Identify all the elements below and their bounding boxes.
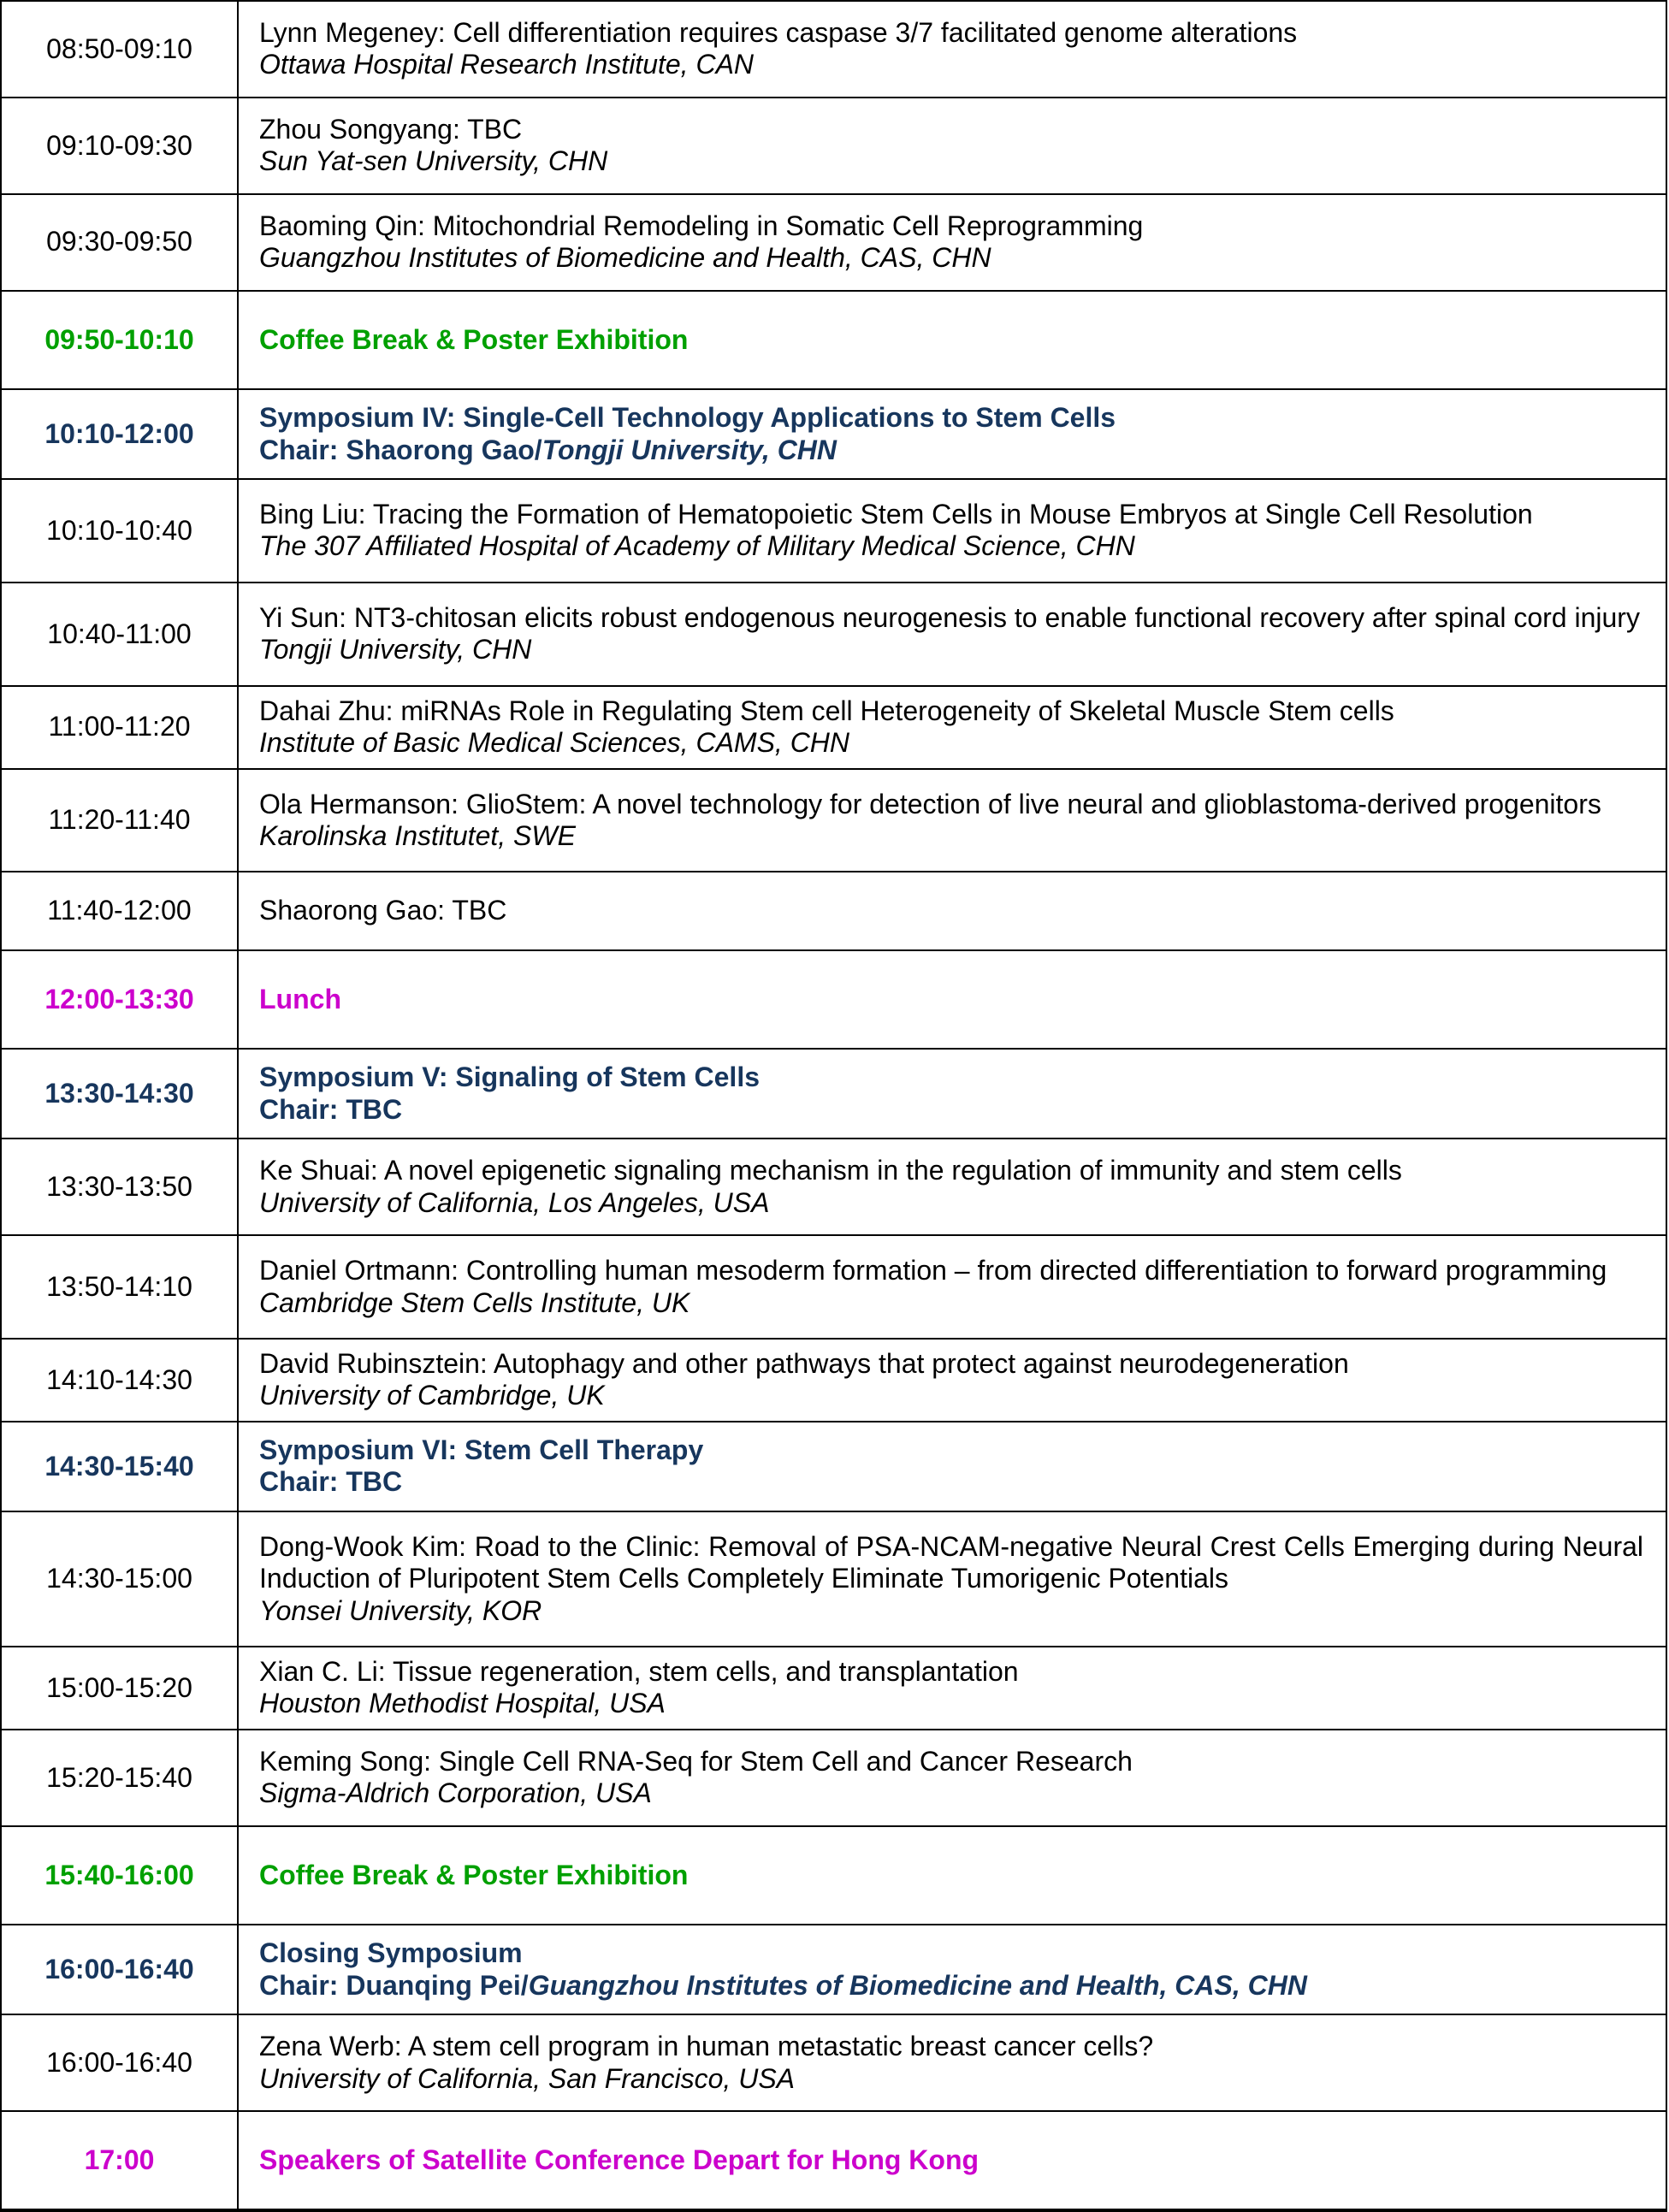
schedule-row-symposium	[1, 389, 1666, 479]
time-cell: 16:00-16:40	[1, 2014, 238, 2111]
session-cell	[238, 686, 1666, 769]
time-cell: 14:10-14:30	[1, 1339, 238, 1422]
time-cell: 11:20-11:40	[1, 769, 238, 872]
session-cell	[238, 1339, 1666, 1422]
time-cell: 08:50-09:10	[1, 1, 238, 98]
session-title: Zena Werb: A stem cell program in human metastatic breast cancer cells?	[259, 2031, 1154, 2062]
chair-affiliation: Guangzhou Institutes of Biomedicine and Health, CAS, CHN	[528, 1969, 1307, 2001]
departure-title: Speakers of Satellite Conference Depart for Hong Kong	[259, 2144, 980, 2175]
time-cell: 13:30-13:50	[1, 1139, 238, 1235]
session-cell	[238, 2111, 1666, 2210]
session-affiliation: Houston Methodist Hospital, USA	[259, 1688, 666, 1719]
schedule-row	[1, 769, 1666, 872]
time-cell: 11:00-11:20	[1, 686, 238, 769]
session-cell	[238, 2014, 1666, 2111]
time-cell: 10:10-10:40	[1, 479, 238, 583]
session-cell	[238, 1647, 1666, 1730]
schedule-row-symposium	[1, 1925, 1666, 2014]
schedule-row	[1, 479, 1666, 583]
time-cell: 11:40-12:00	[1, 872, 238, 949]
time-cell: 10:10-12:00	[1, 389, 238, 479]
break-title: Coffee Break & Poster Exhibition	[259, 323, 689, 355]
session-title: Dahai Zhu: miRNAs Role in Regulating Stem cell Heterogeneity of Skeletal Muscle Stem cells	[259, 695, 1394, 726]
session-title: Daniel Ortmann: Controlling human mesoderm formation – from directed differentiation to forward programming	[259, 1255, 1607, 1286]
chair-name: Chair: TBC	[259, 1093, 403, 1125]
time-cell: 15:40-16:00	[1, 1826, 238, 1925]
session-cell	[238, 1511, 1666, 1647]
session-affiliation: University of California, San Francisco, USA	[259, 2062, 795, 2094]
session-affiliation: University of Cambridge, UK	[259, 1380, 605, 1411]
session-affiliation: Tongji University, CHN	[259, 634, 532, 665]
symposium-title: Closing Symposium	[259, 1937, 523, 1969]
time-cell: 12:00-13:30	[1, 950, 238, 1049]
session-affiliation: Ottawa Hospital Research Institute, CAN	[259, 49, 755, 80]
schedule-row-lunch	[1, 950, 1666, 1049]
session-affiliation: Karolinska Institutet, SWE	[259, 820, 576, 851]
break-title: Coffee Break & Poster Exhibition	[259, 1859, 689, 1890]
session-cell	[238, 1925, 1666, 2014]
schedule-row-symposium	[1, 1422, 1666, 1511]
session-title: Zhou Songyang: TBC	[259, 113, 523, 145]
session-affiliation: University of California, Los Angeles, USA	[259, 1186, 770, 1218]
session-title: Keming Song: Single Cell RNA-Seq for Stem Cell and Cancer Research	[259, 1745, 1133, 1777]
session-cell	[238, 479, 1666, 583]
chair-affiliation: Tongji University, CHN	[542, 434, 837, 465]
schedule-row-departure	[1, 2111, 1666, 2210]
session-cell	[238, 1139, 1666, 1235]
schedule-row	[1, 872, 1666, 949]
session-cell	[238, 194, 1666, 291]
time-cell: 14:30-15:40	[1, 1422, 238, 1511]
time-cell: 13:50-14:10	[1, 1235, 238, 1339]
schedule-row	[1, 1139, 1666, 1235]
schedule-row	[1, 1511, 1666, 1647]
session-affiliation: Institute of Basic Medical Sciences, CAMS, CHN	[259, 727, 850, 759]
chair-line	[259, 1094, 1643, 1126]
schedule-row-coffee-break	[1, 291, 1666, 389]
session-title: Ola Hermanson: GlioStem: A novel technology for detection of live neural and glioblastoma-derived progenitors	[259, 788, 1601, 819]
session-title: Xian C. Li: Tissue regeneration, stem cells, and transplantation	[259, 1656, 1019, 1687]
session-affiliation: Guangzhou Institutes of Biomedicine and Health, CAS, CHN	[259, 242, 991, 274]
time-cell: 09:30-09:50	[1, 194, 238, 291]
chair-line	[259, 435, 1643, 466]
symposium-title: Symposium IV: Single-Cell Technology Applications to Stem Cells	[259, 402, 1116, 434]
session-title: David Rubinsztein: Autophagy and other pathways that protect against neurodegeneration	[259, 1347, 1349, 1379]
schedule-row	[1, 1730, 1666, 1826]
chair-line	[259, 1466, 1643, 1498]
time-cell: 14:30-15:00	[1, 1511, 238, 1647]
schedule-row	[1, 1339, 1666, 1422]
chair-line	[259, 1970, 1643, 2002]
chair-name: Chair: Shaorong Gao/	[259, 434, 542, 465]
time-cell: 15:20-15:40	[1, 1730, 238, 1826]
session-cell	[238, 872, 1666, 949]
session-title: Ke Shuai: A novel epigenetic signaling mechanism in the regulation of immunity and stem cells	[259, 1155, 1402, 1186]
time-cell: 17:00	[1, 2111, 238, 2210]
symposium-title: Symposium V: Signaling of Stem Cells	[259, 1062, 760, 1093]
schedule-row	[1, 583, 1666, 686]
session-affiliation: Cambridge Stem Cells Institute, UK	[259, 1286, 690, 1318]
session-title: Bing Liu: Tracing the Formation of Hematopoietic Stem Cells in Mouse Embryos at Single Cell Resolution	[259, 498, 1533, 529]
time-cell: 16:00-16:40	[1, 1925, 238, 2014]
time-cell: 15:00-15:20	[1, 1647, 238, 1730]
session-cell	[238, 1235, 1666, 1339]
schedule-row-symposium	[1, 1049, 1666, 1139]
session-cell	[238, 1826, 1666, 1925]
chair-name: Chair: Duanqing Pei/	[259, 1969, 529, 2001]
session-affiliation: The 307 Affiliated Hospital of Academy of Military Medical Science, CHN	[259, 530, 1135, 562]
session-cell	[238, 1730, 1666, 1826]
schedule-row-coffee-break	[1, 1826, 1666, 1925]
session-title: Yi Sun: NT3-chitosan elicits robust endogenous neurogenesis to enable functional recovery after spinal cord injury	[259, 601, 1640, 633]
session-cell	[238, 950, 1666, 1049]
session-cell	[238, 1422, 1666, 1511]
session-cell	[238, 389, 1666, 479]
time-cell: 13:30-14:30	[1, 1049, 238, 1139]
time-cell: 09:10-09:30	[1, 98, 238, 194]
session-cell	[238, 1, 1666, 98]
schedule-row	[1, 1, 1666, 98]
schedule-row	[1, 1235, 1666, 1339]
session-title: Dong-Wook Kim: Road to the Clinic: Removal of PSA-NCAM-negative Neural Crest Cells Emerging during Neural Induction of Pluripotent Stem Cells Completely Eliminate Tumorigenic Potentials	[259, 1530, 1643, 1594]
session-cell	[238, 1049, 1666, 1139]
schedule-row	[1, 194, 1666, 291]
chair-name: Chair: TBC	[259, 1466, 403, 1498]
schedule-row	[1, 686, 1666, 769]
session-title: Lynn Megeney: Cell differentiation requires caspase 3/7 facilitated genome alterations	[259, 17, 1298, 48]
session-title: Baoming Qin: Mitochondrial Remodeling in Somatic Cell Reprogramming	[259, 210, 1144, 241]
session-cell	[238, 291, 1666, 389]
session-cell	[238, 583, 1666, 686]
session-cell	[238, 98, 1666, 194]
session-title: Shaorong Gao: TBC	[259, 895, 507, 926]
schedule-row	[1, 2014, 1666, 2111]
time-cell: 09:50-10:10	[1, 291, 238, 389]
time-cell: 10:40-11:00	[1, 583, 238, 686]
session-affiliation: Sun Yat-sen University, CHN	[259, 145, 608, 177]
symposium-title: Symposium VI: Stem Cell Therapy	[259, 1434, 704, 1465]
session-cell	[238, 769, 1666, 872]
schedule-row	[1, 1647, 1666, 1730]
lunch-title: Lunch	[259, 983, 341, 1014]
session-affiliation: Sigma-Aldrich Corporation, USA	[259, 1777, 652, 1809]
session-affiliation: Yonsei University, KOR	[259, 1594, 542, 1626]
schedule-row	[1, 98, 1666, 194]
